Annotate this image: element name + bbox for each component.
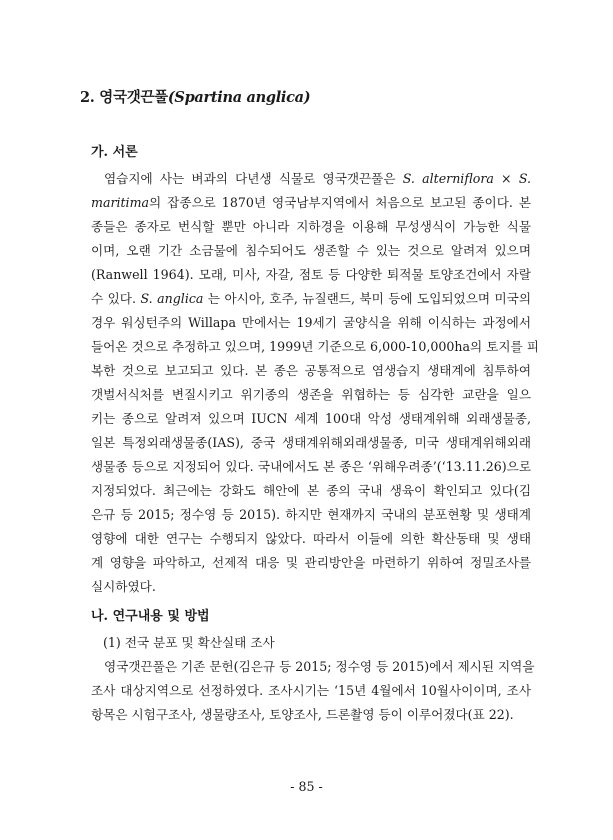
- intro-line-5: (Ranwell 1964). 모래, 미사, 자갈, 점토 등 다양한 퇴적물 토양조건에서 자랄: [91, 267, 531, 282]
- methods-line-1: 영국갯끈풀은 기존 문헌(김은규 등 2015; 정수영 등 2015)에서 제시된 지역을: [104, 659, 535, 674]
- intro-line-16: 영향에 대한 연구는 수행되지 않았다. 따라서 이들에 의한 확산동태 및 생태: [91, 531, 531, 546]
- methods-line-3: 항목은 시험구조사, 생물량조사, 토양조사, 드론촬영 등이 이루어졌다(표 22).: [91, 707, 514, 722]
- intro-line-3: 종들은 종자로 번식할 뿐만 아니라 지하경을 이용해 무성생식이 가능한 식물: [91, 219, 531, 234]
- methods-heading: 나. 연구내용 및 방법: [91, 609, 210, 624]
- intro-heading: 가. 서론: [91, 145, 138, 160]
- intro-line-1: 염습지에 사는 벼과의 다년생 식물로 영국갯끈풀은 S. alterniflora × S.: [104, 171, 531, 186]
- page-number: - 85 -: [290, 779, 323, 794]
- intro-line-15: 은규 등 2015; 정수영 등 2015). 하지만 현재까지 국내의 분포현황 및 생태계: [91, 507, 531, 522]
- methods-line-2: 조사 대상지역으로 선정하였다. 조사시기는 ‘15년 4월에서 10월사이이며, 조사: [91, 683, 531, 698]
- methods-item-heading: (1) 전국 분포 및 확산실태 조사: [103, 635, 275, 650]
- intro-line-11: 키는 종으로 알려져 있으며 IUCN 세계 100대 악성 생태계위해 외래생물종,: [91, 411, 531, 426]
- intro-line-9: 복한 것으로 보고되고 있다. 본 종은 공통적으로 염생습지 생태계에 침투하여: [91, 363, 531, 378]
- intro-line-12: 일본 특정외래생물종(IAS), 중국 생태계위해외래생물종, 미국 생태계위해외래: [91, 435, 531, 450]
- intro-line-10: 갯벌서식처를 변질시키고 위기종의 생존을 위협하는 등 심각한 교란을 일으: [91, 387, 531, 402]
- intro-line-8: 들어온 것으로 추정하고 있으며, 1999년 기준으로 6,000-10,000ha의 토지를 피: [91, 339, 539, 354]
- section-number: 2.: [80, 89, 95, 106]
- section-title: [80, 86, 310, 107]
- intro-line-7: 경우 워싱턴주의 Willapa 만에서는 19세기 굴양식을 위해 이식하는 과정에서: [91, 315, 531, 330]
- intro-line-13: 생물종 등으로 지정되어 있다. 국내에서도 본 종은 ‘위해우려종’(‘13.11.26)으로: [91, 459, 531, 474]
- intro-line-14: 지정되었다. 최근에는 강화도 해안에 본 종의 국내 생육이 확인되고 있다(김: [91, 483, 531, 498]
- intro-line-4: 이며, 오랜 기간 소금물에 침수되어도 생존할 수 있는 것으로 알려져 있으며: [91, 243, 531, 258]
- section-title-latin: (Spartina anglica): [167, 89, 311, 106]
- intro-line-2: maritima의 잡종으로 1870년 영국남부지역에서 처음으로 보고된 종이다. 본: [91, 195, 531, 210]
- intro-line-17: 계 영향을 파악하고, 선제적 대응 및 관리방안을 마련하기 위하여 정밀조사를: [91, 555, 531, 570]
- intro-line-18: 실시하였다.: [91, 579, 156, 594]
- intro-line-6: 수 있다. S. anglica 는 아시아, 호주, 뉴질랜드, 북미 등에 도입되었으며 미국의: [91, 291, 531, 306]
- section-title-korean: 영국갯끈풀: [99, 89, 168, 106]
